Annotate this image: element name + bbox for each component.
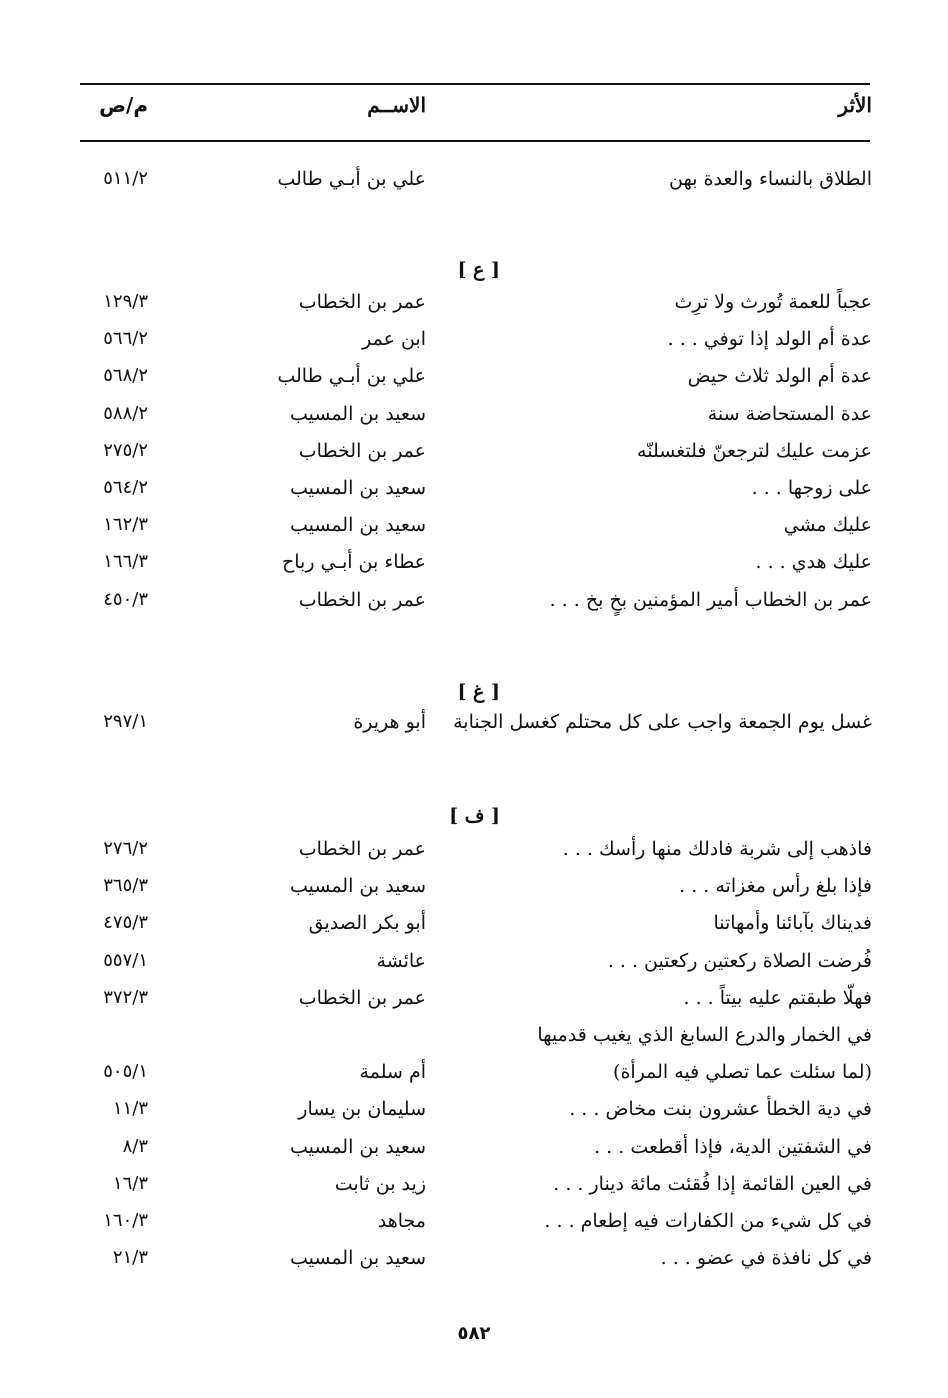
athar-text: عدة أم الولد إذا توفي . . . — [667, 328, 872, 351]
athar-text: في الخمار والدرع السابغ الذي يغيب قدميها — [537, 1024, 872, 1046]
volume-page-ref: ١٦٢/٣ — [103, 514, 148, 536]
narrator-name: عمر بن الخطاب — [298, 588, 426, 611]
athar-text: فإذا بلغ رأس مغزاته . . . — [679, 875, 872, 898]
narrator-name: عمر بن الخطاب — [298, 439, 426, 462]
athar-text: فديناك بآبائنا وأمهاتنا — [713, 912, 872, 935]
narrator-name: أبو هريرة — [353, 711, 426, 733]
column-header-ref: م/ص — [99, 93, 148, 117]
athar-text: في كل شيء من الكفارات فيه إطعام . . . — [544, 1210, 872, 1232]
narrator-name: أبو بكر الصديق — [308, 912, 426, 935]
athar-text: فاذهب إلى شربة فادلك منها رأسك . . . — [562, 838, 872, 860]
athar-text: فهلّا طبقتم عليه بيتاً . . . — [683, 986, 872, 1009]
narrator-name: سعيد بن المسيب — [289, 1247, 426, 1270]
section-heading-fa: [ ف ] — [449, 805, 500, 827]
narrator-name: عطاء بن أبـي رباح — [281, 551, 426, 574]
volume-page-ref: ٥٥٧/١ — [103, 949, 148, 971]
volume-page-ref: ٣٦٥/٣ — [103, 875, 148, 897]
volume-page-ref: ١٦٦/٣ — [103, 551, 148, 573]
volume-page-ref: ٥٠٥/١ — [103, 1061, 148, 1083]
volume-page-ref: ١٦/٣ — [112, 1172, 148, 1194]
volume-page-ref: ٤٥٠/٣ — [103, 588, 148, 610]
volume-page-ref: ٢١/٣ — [112, 1247, 148, 1269]
narrator-name: سعيد بن المسيب — [289, 875, 426, 898]
narrator-name: سعيد بن المسيب — [289, 402, 426, 425]
athar-text: على زوجها . . . — [751, 477, 872, 499]
column-header-name: الاســم — [367, 93, 426, 117]
athar-text: غسل يوم الجمعة واجب على كل محتلم كغسل الجنابة — [453, 711, 872, 733]
narrator-name: عمر بن الخطاب — [298, 986, 426, 1009]
athar-text: عليك هدي . . . — [755, 551, 872, 574]
volume-page-ref: ٢٩٧/١ — [103, 711, 148, 732]
column-header-athar: الأثر — [838, 93, 872, 117]
athar-text: في كل نافذة في عضو . . . — [660, 1247, 872, 1270]
volume-page-ref: ١٢٩/٣ — [103, 291, 148, 312]
athar-text: عليك مشي — [783, 514, 872, 537]
narrator-name: سعيد بن المسيب — [289, 1135, 426, 1158]
athar-text: عدة المستحاضة سنة — [707, 402, 872, 425]
athar-text: فُرضت الصلاة ركعتين ركعتين . . . — [607, 949, 872, 972]
athar-text: عدة أم الولد ثلاث حيض — [687, 365, 872, 388]
top-rule — [80, 83, 870, 85]
athar-text: الطلاق بالنساء والعدة بهن — [669, 168, 872, 190]
volume-page-ref: ٥١١/٢ — [103, 168, 148, 189]
volume-page-ref: ٥٦٨/٢ — [103, 365, 148, 387]
narrator-name: أم سلمة — [359, 1061, 426, 1084]
narrator-name: سعيد بن المسيب — [289, 477, 426, 499]
narrator-name: سعيد بن المسيب — [289, 514, 426, 537]
athar-text: عمر بن الخطاب أمير المؤمنين بخٍ بخ . . . — [549, 588, 872, 611]
volume-page-ref: ٥٦٦/٢ — [103, 328, 148, 350]
section-heading-ain: [ ع ] — [457, 259, 500, 281]
athar-text: في العين القائمة إذا فُقئت مائة دينار . . . — [553, 1172, 872, 1195]
section-heading-ghain: [ غ ] — [457, 681, 500, 703]
volume-page-ref: ٥٨٨/٢ — [103, 402, 148, 424]
volume-page-ref: ٢٧٦/٢ — [103, 838, 148, 859]
narrator-name: عمر بن الخطاب — [298, 838, 426, 860]
volume-page-ref: ١١/٣ — [112, 1098, 148, 1120]
header-rule — [80, 140, 870, 142]
volume-page-ref: ١٦٠/٣ — [103, 1210, 148, 1231]
narrator-name: عائشة — [376, 949, 426, 972]
athar-text: في دية الخطأ عشرون بنت مخاض . . . — [569, 1098, 872, 1121]
narrator-name: مجاهد — [377, 1210, 426, 1232]
athar-text: عجباً للعمة تُورث ولا ترِث — [674, 291, 872, 313]
narrator-name: علي بن أبـي طالب — [277, 365, 426, 388]
athar-text: (لما سئلت عما تصلي فيه المرأة) — [613, 1061, 872, 1084]
narrator-name: سليمان بن يسار — [298, 1098, 426, 1121]
narrator-name: ابن عمر — [362, 328, 426, 351]
volume-page-ref: ٣٧٢/٣ — [103, 986, 148, 1008]
narrator-name: زيد بن ثابت — [334, 1172, 426, 1195]
volume-page-ref: ٤٧٥/٣ — [103, 912, 148, 934]
athar-text: عزمت عليك لترجعنّ فلتغسلنّه — [637, 439, 872, 462]
athar-text: في الشفتين الدية، فإذا أقطعت . . . — [594, 1135, 872, 1158]
volume-page-ref: ٥٦٤/٢ — [103, 477, 148, 498]
volume-page-ref: ٢٧٥/٢ — [103, 439, 148, 461]
page-number: ٥٨٢ — [457, 1323, 491, 1344]
narrator-name: علي بن أبـي طالب — [277, 168, 426, 190]
volume-page-ref: ٨/٣ — [122, 1135, 148, 1157]
narrator-name: عمر بن الخطاب — [298, 291, 426, 313]
